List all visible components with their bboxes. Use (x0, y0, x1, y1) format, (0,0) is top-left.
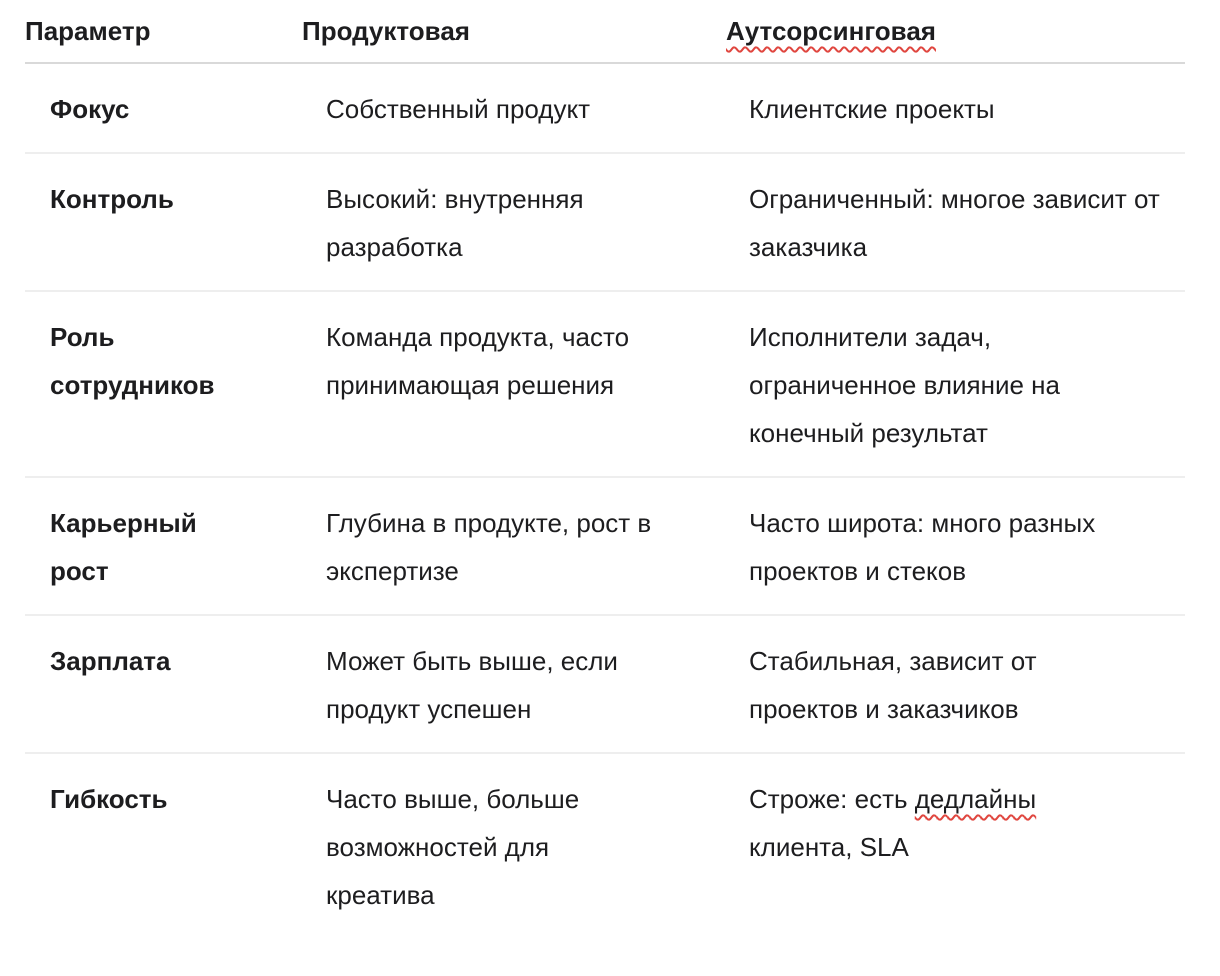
row-param: Карьерный рост (50, 508, 197, 586)
row-product: Может быть выше, если продукт успешен (326, 646, 618, 724)
row-outsource: Исполнители задач, ограниченное влияние на конечный результат (749, 322, 1060, 448)
row-param: Гибкость (50, 784, 168, 814)
row-product: Команда продукта, часто принимающая решения (326, 322, 630, 400)
row-param: Фокус (50, 94, 130, 124)
table-row (25, 478, 1185, 616)
outsource-text-suffix: клиента, SLA (749, 832, 909, 862)
row-outsource: Стабильная, зависит от проектов и заказчиков (749, 646, 1037, 724)
row-outsource: Клиентские проекты (749, 94, 995, 124)
table-row (25, 154, 1185, 292)
row-product: Часто выше, больше возможностей для креатива (326, 784, 580, 910)
header-product: Продуктовая (302, 16, 470, 46)
table-row (25, 754, 1185, 938)
comparison-table (25, 0, 1185, 938)
table-row (25, 292, 1185, 478)
row-product: Высокий: внутренняя разработка (326, 184, 584, 262)
spellcheck-flagged-word: дедлайны (914, 784, 1037, 814)
table-header-row (25, 0, 1185, 64)
row-param: Контроль (50, 184, 174, 214)
table-row (25, 616, 1185, 754)
header-param: Параметр (25, 16, 151, 46)
row-product: Собственный продукт (326, 94, 591, 124)
header-outsource: Аутсорсинговая (726, 16, 936, 46)
row-outsource: Ограниченный: многое зависит от заказчика (749, 184, 1160, 262)
table-row (25, 64, 1185, 154)
row-param: Зарплата (50, 646, 171, 676)
row-outsource (749, 775, 1129, 871)
row-param: Роль сотрудников (50, 322, 215, 400)
row-outsource: Часто широта: много разных проектов и стеков (749, 508, 1096, 586)
row-product: Глубина в продукте, рост в экспертизе (326, 508, 652, 586)
outsource-text-prefix: Строже: есть (749, 784, 915, 814)
